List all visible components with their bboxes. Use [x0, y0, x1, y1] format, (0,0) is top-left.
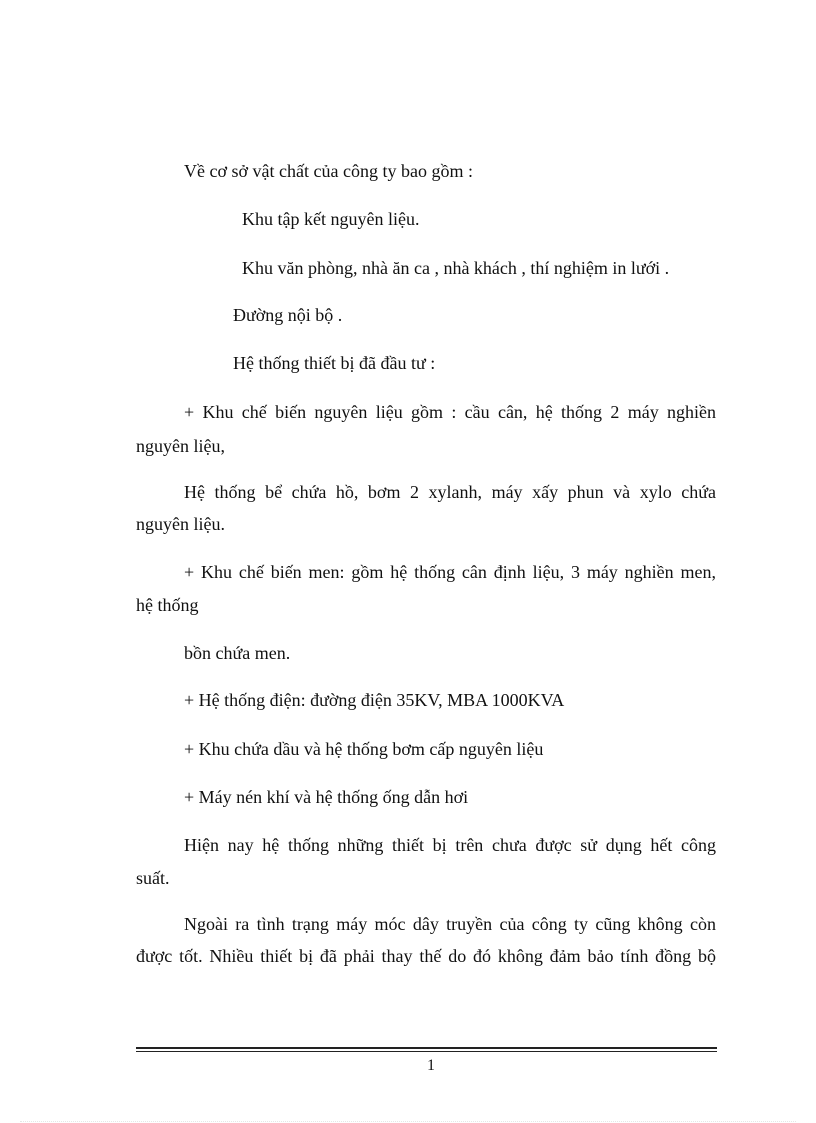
page-number: 1	[427, 1057, 435, 1074]
paragraph-line: được tốt. Nhiều thiết bị đã phải thay thế do đó không đảm bảo tính đồng bộ	[136, 946, 716, 966]
page-bottom-divider	[20, 1121, 796, 1122]
paragraph-line: nguyên liệu,	[136, 436, 225, 456]
facility-item: Khu tập kết nguyên liệu.	[242, 209, 420, 229]
paragraph-line: bồn chứa men.	[184, 643, 291, 663]
footer-rule	[136, 1047, 717, 1049]
paragraph-line: + Khu chế biến men: gồm hệ thống cân định liệu, 3 máy nghiền men,	[184, 562, 716, 582]
bullet-line: + Máy nén khí và hệ thống ống dẫn hơi	[184, 787, 469, 807]
paragraph-line: nguyên liệu.	[136, 514, 225, 534]
intro-line: Về cơ sở vật chất của công ty bao gồm :	[184, 161, 473, 181]
paragraph-line: suất.	[136, 868, 170, 888]
paragraph-line: Ngoài ra tình trạng máy móc dây truyền của công ty cũng không còn	[184, 914, 716, 934]
facility-item: Đường nội bộ .	[233, 305, 343, 325]
paragraph-line: hệ thống	[136, 595, 199, 615]
paragraph-line: + Khu chế biến nguyên liệu gồm : cầu cân, hệ thống 2 máy nghiền	[184, 402, 716, 422]
footer-rule	[136, 1051, 717, 1052]
bullet-line: + Hệ thống điện: đường điện 35KV, MBA 1000KVA	[184, 690, 565, 710]
facility-item: Khu văn phòng, nhà ăn ca , nhà khách , thí nghiệm in lưới .	[242, 258, 670, 278]
paragraph-line: Hệ thống bể chứa hồ, bơm 2 xylanh, máy xấy phun và xylo chứa	[184, 482, 716, 502]
bullet-line: + Khu chứa dầu và hệ thống bơm cấp nguyên liệu	[184, 739, 544, 759]
paragraph-line: Hiện nay hệ thống những thiết bị trên chưa được sử dụng hết công	[184, 835, 716, 855]
facility-item: Hệ thống thiết bị đã đầu tư :	[233, 353, 436, 373]
